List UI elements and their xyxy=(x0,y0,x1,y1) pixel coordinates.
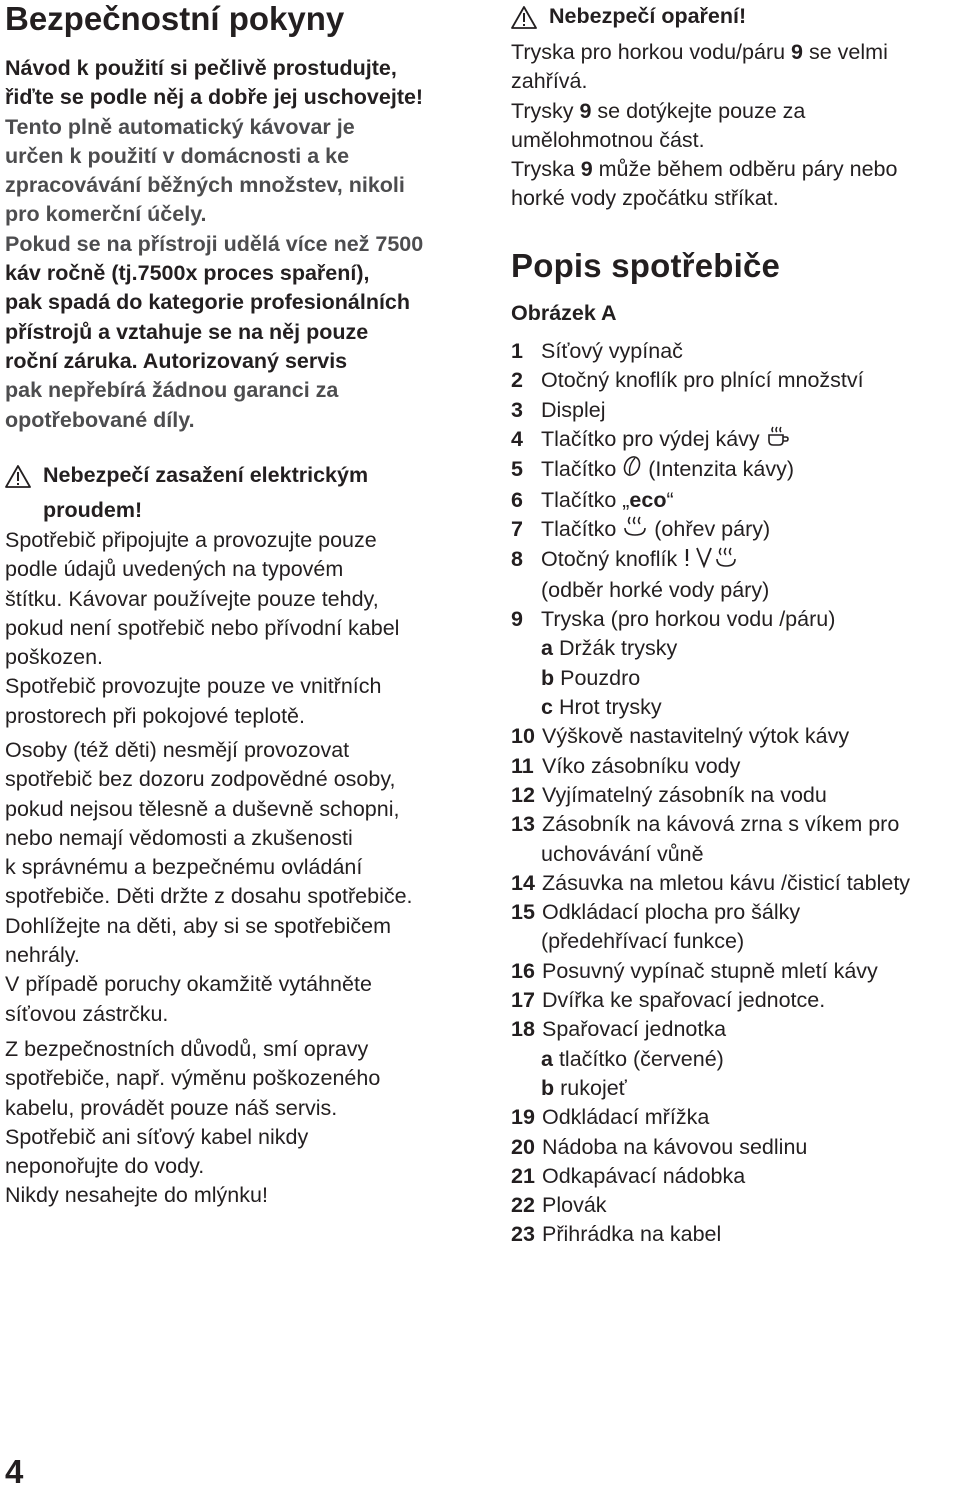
list-item: 8 Otočný knoflík xyxy=(511,545,960,575)
list-item: 21 Odkapávací nádobka xyxy=(511,1163,746,1188)
list-item: 16 Posuvný vypínač stupně mletí kávy xyxy=(511,958,878,983)
repair-paragraph: Z bezpečnostních důvodů, smí opravy spotřebiče, např. výměnu poškozeného kabelu, provádět pouze náš servis. Spotřebič ani síťový kabel nikdy neponořujte do vody. Nikdy nesahejte do mlýnku! xyxy=(5,1037,381,1208)
coffee-bean-icon xyxy=(622,455,642,485)
page-number: 4 xyxy=(5,1453,24,1490)
list-item: 1 Síťový vypínač xyxy=(511,339,683,363)
list-item: 6 Tlačítko „eco“ xyxy=(511,487,674,512)
list-item: 5 Tlačítko (Intenzita kávy) xyxy=(511,455,960,485)
electric-paragraph: Spotřebič připojujte a provozujte pouze podle údajů uvedených na typovém štítku. Kávovar používejte pouze tehdy, pokud není spotřebič nebo přívodní kabel poškozen. Spotřebič provozujte pouze ve vnitřních prostorech při pokojové teplotě. xyxy=(5,528,400,728)
intro-paragraph: Návod k použití si pečlivě prostudujte, řiďte se podle něj a dobře jej uschovejte! Tento plně automatický kávovar je určen k použití v domácnosti a ke zpracovávání běžných množstev, nikoli pro komerční účely. Pokud se na přístroji udělá více než 7500 káv ročně (tj.7500x proces spaření), pak spadá do kategorie profesionálních přístrojů a vztahuje se na něj pouze roční záruka. Autorizovaný servis pak nepřebírá žádnou garanci za opotřebované díly. xyxy=(5,56,424,432)
parts-list: 1 Síťový vypínač 2 Otočný knoflík pro plnící množství 3 Displej 4 Tlačítko pro výdej kávy 5 Tlačítko (Intenzita kávy) 6 Tlačítko „eco“ 7 Tlačítko (ohřev páry) 8 Otočný knoflík (odběr horké vody páry) 9 Tryska (pro horkou vodu /páru) a Držák trysky b Pouzdro c Hrot trysky 10 Výškově nastavitelný výtok kávy 11 Víko zásobníku vody 12 Vyjímatelný zásobník na vodu 13 Zásobník na kávová zrna s víkem pro uchovávání vůně 14 Zásuvka na mletou kávu /čisticí tablety 15 Odkládací plocha pro šálky (předehřívací funkce) 16 Posuvný vypínač stupně mletí kávy 17 Dvířka ke spařovací jednotce. 18 Spařovací jednotka a tlačítko (červené) b rukojeť 19 Odkládací mřížka 20 Nádoba na kávovou sedlinu 21 Odkapávací nádobka 22 Plovák 23 Přihrádka na kabel xyxy=(511,337,960,1250)
list-item: 2 Otočný knoflík pro plnící množství xyxy=(511,368,864,393)
list-item: 23 Přihrádka na kabel xyxy=(511,1222,722,1247)
warning-triangle-icon xyxy=(5,461,33,496)
list-item: 4 Tlačítko pro výdej kávy xyxy=(511,425,960,455)
list-item: 15 Odkládací plocha pro šálky xyxy=(511,900,801,925)
list-item: 11 Víko zásobníku vody xyxy=(511,753,741,778)
description-title: Popis spotřebiče xyxy=(511,247,781,284)
hot-water-steam-knob-icon xyxy=(683,546,751,576)
scald-warning-title: Nebezpečí opaření! xyxy=(511,2,746,37)
list-item: 10 Výškově nastavitelný výtok kávy xyxy=(511,724,850,749)
list-item: 17 Dvířka ke spařovací jednotce. xyxy=(511,988,826,1013)
scald-paragraph: Tryska pro horkou vodu/páru 9 se velmi zahřívá. Trysky 9 se dotýkejte pouze za umělohmotnou část. Tryska 9 může během odběru páry nebo horké vody zpočátku stříkat. xyxy=(511,40,898,211)
list-item: 9 Tryska (pro horkou vodu /páru) xyxy=(511,607,836,632)
safety-title: Bezpečnostní pokyny xyxy=(5,0,345,37)
list-item: 22 Plovák xyxy=(511,1193,607,1218)
warning-triangle-icon xyxy=(511,2,539,37)
persons-paragraph: Osoby (též děti) nesmějí provozovat spotřebič bez dozoru zodpovědné osoby, pokud nejsou tělesně a duševně schopni, nebo nemají vědomosti a zkušenosti k správnému a bezpečnému ovládání spotřebiče. Děti držte z dosahu spotřebiče. Dohlížejte na děti, aby si se spotřebičem nehrály. V případě poruchy okamžitě vytáhněte síťovou zástrčku. xyxy=(5,738,413,1026)
list-item: 14 Zásuvka na mletou kávu /čisticí tablety xyxy=(511,870,911,895)
list-item: 3 Displej xyxy=(511,397,606,422)
list-item: 18 Spařovací jednotka xyxy=(511,1017,727,1042)
coffee-cup-icon xyxy=(766,425,790,455)
electric-warning-title: Nebezpečí zasažení elektrickým proudem! xyxy=(5,461,368,526)
steam-icon xyxy=(622,515,648,545)
list-item: 12 Vyjímatelný zásobník na vodu xyxy=(511,782,827,807)
list-item: 20 Nádoba na kávovou sedlinu xyxy=(511,1134,808,1159)
list-item: 13 Zásobník na kávová zrna s víkem pro xyxy=(511,812,900,837)
figure-label: Obrázek A xyxy=(511,301,617,325)
list-item: 7 Tlačítko (ohřev páry) xyxy=(511,515,960,545)
list-item: 19 Odkládací mřížka xyxy=(511,1105,710,1130)
